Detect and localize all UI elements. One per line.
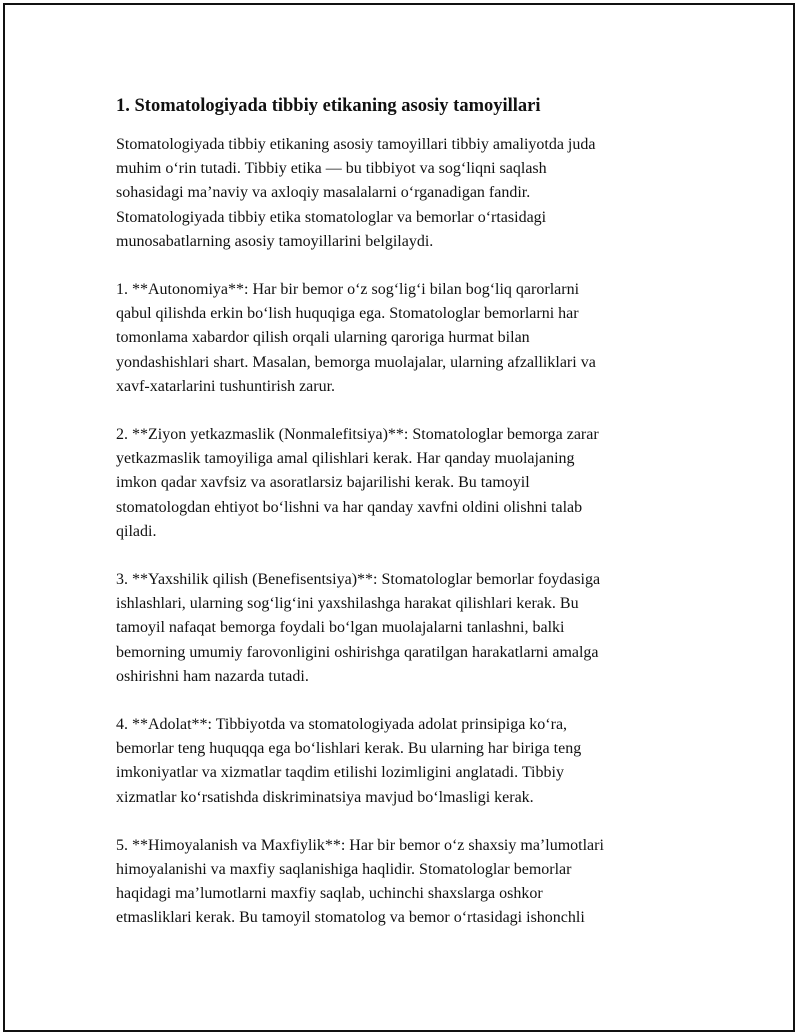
- text-line: xavf-xatarlarini tushuntirish zarur.: [116, 377, 336, 395]
- text-line: sohasidagi ma’naviy va axloqiy masalalarni o‘rganadigan fandir.: [116, 184, 531, 202]
- text-line: 3. **Yaxshilik qilish (Benefisentsiya)**: Stomatologlar bemorlar foydasiga: [116, 571, 601, 589]
- text-line: munosabatlarning asosiy tamoyillarini belgilaydi.: [116, 232, 434, 250]
- text-line: Stomatologiyada tibbiy etikaning asosiy tamoyillari tibbiy amaliyotda juda: [116, 136, 596, 153]
- document-body: [116, 93, 691, 955]
- text-line: bemorning umumiy farovonligini oshirishga qaratilgan harakatlarni amalga: [116, 643, 599, 661]
- text-line: bemorlar teng huquqqa ega bo‘lishlari kerak. Bu ularning har biriga teng: [116, 740, 582, 758]
- text-line: qabul qilishda erkin bo‘lish huquqiga ega. Stomatologlar bemorlarni har: [116, 305, 579, 323]
- text-line: qiladi.: [116, 522, 157, 540]
- document-title: 1. Stomatologiyada tibbiy etikaning asosiy tamoyillari: [116, 96, 541, 116]
- text-line: yetkazmaslik tamoyiliga amal qilishlari kerak. Har qanday muolajaning: [116, 450, 575, 468]
- principle-beneficence-paragraph: [116, 568, 691, 689]
- text-line: tomonlama xabardor qilish orqali ularning qaroriga hurmat bilan: [116, 329, 530, 347]
- text-line: etmasliklari kerak. Bu tamoyil stomatolog va bemor o‘rtasidagi ishonchli: [116, 909, 585, 927]
- text-line: yondashishlari shart. Masalan, bemorga muolajalar, ularning afzalliklari va: [116, 353, 596, 371]
- intro-paragraph: [116, 133, 691, 254]
- text-line: 2. **Ziyon yetkazmaslik (Nonmalefitsiya)**: Stomatologlar bemorga zarar: [116, 426, 599, 444]
- principle-nonmaleficence-paragraph: [116, 423, 691, 544]
- text-line: imkoniyatlar va xizmatlar taqdim etilishi lozimligini anglatadi. Tibbiy: [116, 764, 564, 782]
- text-line: imkon qadar xavfsiz va asoratlarsiz bajarilishi kerak. Bu tamoyil: [116, 474, 530, 492]
- principle-confidentiality-paragraph: [116, 834, 691, 931]
- text-line: Stomatologiyada tibbiy etika stomatologlar va bemorlar o‘rtasidagi: [116, 208, 547, 226]
- text-line: xizmatlar ko‘rsatishda diskriminatsiya mavjud bo‘lmasligi kerak.: [116, 788, 534, 806]
- text-line: muhim o‘rin tutadi. Tibbiy etika — bu tibbiyot va sog‘liqni saqlash: [116, 160, 547, 178]
- text-line: himoyalanishi va maxfiy saqlanishiga haqlidir. Stomatologlar bemorlar: [116, 861, 572, 879]
- text-line: tamoyil nafaqat bemorga foydali bo‘lgan muolajalarni tanlashni, balki: [116, 619, 565, 637]
- text-line: ishlashlari, ularning sog‘lig‘ini yaxshilashga harakat qilishlari kerak. Bu: [116, 595, 579, 613]
- principle-justice-paragraph: [116, 713, 691, 810]
- text-line: oshirishni ham nazarda tutadi.: [116, 667, 309, 685]
- text-line: haqidagi ma’lumotlarni maxfiy saqlab, uchinchi shaxslarga oshkor: [116, 885, 543, 903]
- text-line: 1. **Autonomiya**: Har bir bemor o‘z sog‘lig‘i bilan bog‘liq qarorlarni: [116, 281, 580, 299]
- principle-autonomy-paragraph: [116, 278, 691, 399]
- text-line: 4. **Adolat**: Tibbiyotda va stomatologiyada adolat prinsipiga ko‘ra,: [116, 716, 568, 734]
- text-line: stomatologdan ehtiyot bo‘lishni va har qanday xavfni oldini olishni talab: [116, 498, 583, 516]
- text-line: 5. **Himoyalanish va Maxfiylik**: Har bir bemor o‘z shaxsiy ma’lumotlari: [116, 836, 604, 854]
